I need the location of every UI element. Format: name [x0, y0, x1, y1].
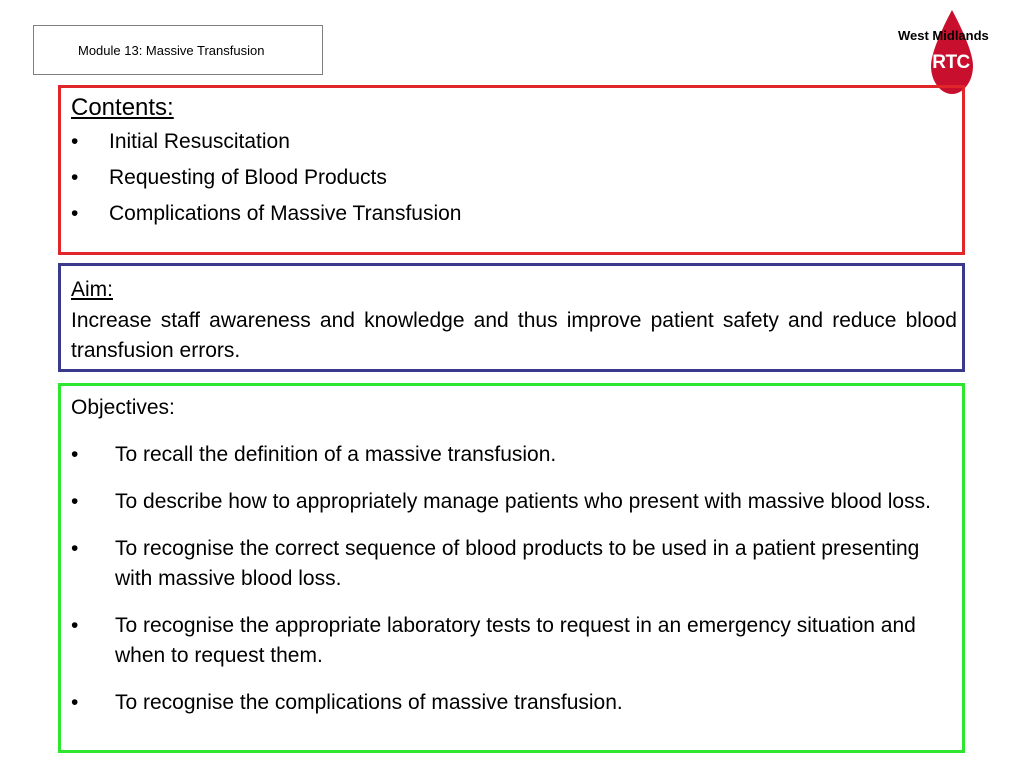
contents-list [71, 130, 461, 238]
objectives-box [58, 383, 965, 753]
bullet-icon: • [71, 202, 79, 225]
list-item: • Initial Resuscitation [71, 130, 461, 166]
bullet-icon: • [71, 537, 79, 560]
bullet-icon: • [71, 614, 79, 637]
list-item: • Requesting of Blood Products [71, 166, 461, 202]
logo-region-text: West Midlands [898, 28, 989, 43]
aim-heading: Aim: [71, 278, 113, 301]
contents-heading: Contents: [71, 94, 174, 121]
contents-box [58, 85, 965, 255]
list-item: • To describe how to appropriately manage patients who present with massive blood loss. [71, 487, 951, 517]
list-item: • To recognise the correct sequence of blood products to be used in a patient presenting with massive blood loss. [71, 534, 951, 594]
aim-box [58, 263, 965, 372]
bullet-icon: • [71, 691, 79, 714]
bullet-icon: • [71, 130, 79, 153]
bullet-icon: • [71, 166, 79, 189]
module-title: Module 13: Massive Transfusion [78, 42, 265, 58]
objectives-heading: Objectives: [71, 396, 175, 419]
aim-text: Increase staff awareness and knowledge and thus improve patient safety and reduce blood transfusion errors. [71, 309, 957, 362]
list-item: • Complications of Massive Transfusion [71, 202, 461, 238]
bullet-icon: • [71, 490, 79, 513]
logo-abbr: RTC [932, 52, 970, 73]
bullet-icon: • [71, 443, 79, 466]
objectives-list [71, 440, 951, 735]
module-title-box [33, 25, 323, 75]
list-item: • To recognise the appropriate laboratory tests to request in an emergency situation and when to request them. [71, 611, 951, 671]
list-item: • To recognise the complications of massive transfusion. [71, 688, 951, 718]
list-item: • To recall the definition of a massive transfusion. [71, 440, 951, 470]
